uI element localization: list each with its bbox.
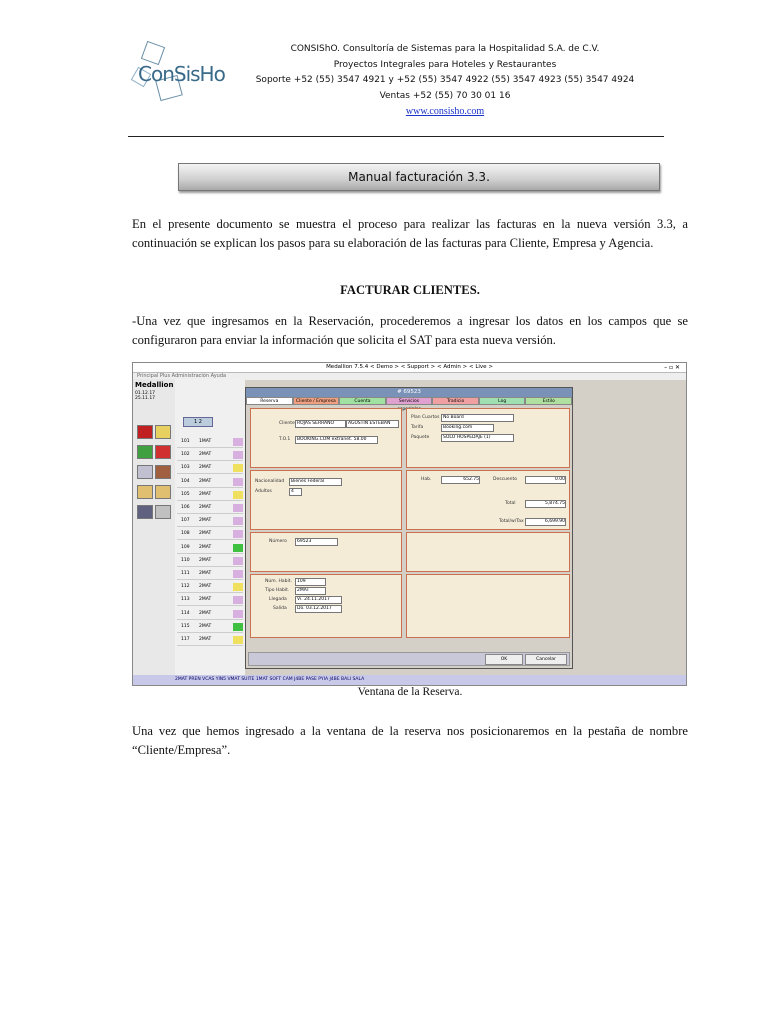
company-name: CONSIShO. Consultoría de Sistemas para la Hospitalidad S.A. de C.V. [290,44,600,54]
room-type: 1MAT [199,439,212,444]
total-field: 5,874.75 [525,500,566,508]
room-status-swatch [233,504,243,512]
room-status-swatch [233,438,243,446]
room-type: 2MAT [199,610,212,616]
room-type: 2MAT [199,637,212,642]
room-row[interactable] [177,463,243,474]
document-title: Manual facturación 3.3. [178,163,660,191]
room-status-swatch [233,557,243,565]
room-type: 2MAT [199,571,212,576]
room-type: 2MAT [199,518,212,524]
room-number: 109 [181,544,190,550]
room-type: 2MAT [199,465,212,471]
adultos-field[interactable]: 4 [289,488,302,496]
cliente2-field[interactable]: AGUSTIN ESTEBAN [346,420,399,428]
room-number: 115 [181,623,190,629]
room-type: 2MAT [199,478,212,484]
tarifa-field[interactable]: Booking.com [441,424,494,432]
room-number: 110 [181,557,190,563]
date-2: 25.11.17 [135,396,156,401]
room-type: 2MAT [199,623,212,629]
room-row[interactable] [177,582,243,593]
dialog-tabs [246,397,572,405]
tipo-hab-field[interactable]: 2MAT [295,587,326,595]
tab-tradicio[interactable]: Tradicio [432,397,479,405]
company-tagline: Proyectos Integrales para Hoteles y Restaurantes [333,59,557,70]
room-number: 103 [181,465,190,471]
tos1-field[interactable]: BOOKING.COM extranet. 58.00 [295,436,378,444]
reservation-screenshot [132,362,687,686]
window-titlebar [133,363,686,373]
room-number: 117 [181,637,190,642]
tile-icon[interactable] [155,425,171,439]
totals-pane: Hab. 652.75 Descuento 0.00 Total 5,874.75 Total/w/Tax 6,699.90 [406,470,570,530]
tab-reserva[interactable]: Reserva [246,397,293,405]
descuento-field: 0.00 [525,476,566,484]
tab-cliente-empresa[interactable]: Cliente / Empresa [293,397,340,405]
room-type: 2MAT [199,452,212,458]
room-status-swatch [233,570,243,578]
cliente-field[interactable]: ROJAS SERRANO [295,420,346,428]
room-number: 102 [181,452,190,458]
menu-bar[interactable]: Principal Plus Administración Ayuda [133,373,686,380]
room-row[interactable] [177,450,243,461]
room-number: 113 [181,597,190,603]
room-status-swatch [233,544,243,552]
room-row[interactable] [177,543,243,554]
num-hab-field[interactable]: 109 [295,578,326,586]
room-row[interactable] [177,477,243,488]
room-number: 112 [181,584,190,590]
room-type: 2MAT [199,557,212,563]
company-info [250,42,640,121]
tariff-pane: Plan Cuartos No Board Tarifa Booking.com Paquete SOLO HOSPEDAJE (1) [406,408,570,468]
room-type: 2MAT [199,531,212,537]
room-number: 106 [181,505,190,510]
room-number: 104 [181,478,190,484]
room-type: 2MAT [199,505,212,510]
room-status-swatch [233,451,243,459]
tile-icon[interactable] [137,465,153,479]
room-row[interactable] [177,529,243,540]
paquete-field[interactable]: SOLO HOSPEDAJE (1) [441,434,514,442]
room-number: 114 [181,610,190,616]
tile-icon[interactable] [155,505,171,519]
room-number: 105 [181,491,190,497]
llegada-field[interactable]: Vi. 24.11.2017 [295,596,342,604]
number-pane: Número 69523 [250,532,402,572]
room-status-swatch [233,478,243,486]
left-panel [133,379,176,675]
tile-icon[interactable] [155,465,171,479]
tile-icon[interactable] [137,505,153,519]
room-status-swatch [233,530,243,538]
tile-icon[interactable] [155,445,171,459]
website-link[interactable]: www.consisho.com [405,106,485,117]
salida-field[interactable]: Do. 03.12.2017 [295,605,342,613]
logo-text: ConSisHo [138,62,225,86]
sales-phone: Ventas +52 (55) 70 30 01 16 [379,90,511,101]
ok-button[interactable]: OK [485,654,523,665]
payment-pane [406,532,570,572]
room-status-swatch [233,596,243,604]
cancel-button[interactable]: Cancelar [525,654,567,665]
room-row[interactable] [177,490,243,501]
room-pane: Núm. Habit. 109 Tipo Habit. 2MAT Llegada Vi. 24.11.2017 Salida Do. 03.12.2017 [250,574,402,638]
billing-pane [406,574,570,638]
room-number: 101 [181,439,190,444]
room-number: 108 [181,531,190,537]
step1-paragraph: -Una vez que ingresamos en la Reservación, procederemos a ingresar los datos en los campos que se configuraron para enviar la información que solicita el SAT para esta nueva versión. [132,314,688,347]
room-row[interactable] [177,556,243,567]
room-status-swatch [233,623,243,631]
room-status-swatch [233,610,243,618]
tile-icon[interactable] [137,485,153,499]
tile-icon[interactable] [137,445,153,459]
app-name: Medallion [135,381,174,389]
room-row[interactable] [177,569,243,580]
screenshot-caption: Ventana de la Reserva. [357,686,463,698]
reservation-dialog [245,387,573,669]
dialog-title: # 69523 [246,388,572,397]
tile-icon[interactable] [137,425,153,439]
intro-paragraph: En el presente documento se muestra el proceso para realizar las facturas en la nueva versión 3.3, a continuación se explican los pasos para su elaboración de las facturas para Cliente, Empresa y Agencia. [132,217,688,250]
window-title: Medallion 7.5.4 < Demo > < Support > < Admin > < Live > [326,364,493,370]
room-status-swatch [233,464,243,472]
room-type: 2MAT [199,491,212,497]
tab-cuenta[interactable]: Cuenta [339,397,386,405]
room-row[interactable] [177,516,243,527]
section-heading: FACTURAR CLIENTES. [340,283,480,297]
tab-servicios[interactable]: Servicios [386,397,433,405]
dialog-toolbar [248,652,570,666]
tile-icon[interactable] [155,485,171,499]
client-pane: Cliente ROJAS SERRANO AGUSTIN ESTEBAN T.O.1 BOOKING.COM extranet. 58.00 [250,408,402,468]
plan-field[interactable]: No Board [441,414,514,422]
hab-field: 652.75 [441,476,480,484]
room-status-swatch [233,636,243,644]
room-status-swatch [233,583,243,591]
guests-pane: Nacionalidad Bienes Federal Adultos 4 [250,470,402,530]
tab-log[interactable]: Log [479,397,526,405]
room-status-swatch [233,517,243,525]
room-row[interactable] [177,437,243,448]
tab-estilo[interactable]: Estilo [525,397,572,405]
room-row[interactable] [177,595,243,606]
room-row[interactable] [177,622,243,633]
room-row[interactable] [177,609,243,620]
room-type: 2MAT [199,584,212,590]
floor-selector[interactable]: 1 2 [183,417,213,427]
room-row[interactable] [177,503,243,514]
numero-field: 69523 [295,538,338,546]
nacionalidad-field[interactable]: Bienes Federal [289,478,342,486]
room-number: 111 [181,571,190,576]
window-controls-icon[interactable]: – ▫ ✕ [664,364,680,371]
support-phones: Soporte +52 (55) 3547 4921 y +52 (55) 3547 4922 (55) 3547 4923 (55) 3547 4924 [255,75,635,85]
header-divider [128,136,664,137]
room-number: 107 [181,518,190,524]
room-type-bar[interactable]: 2MAT PREN VCAS YIN5 VMAT SUITE 1MAT SOFT CAM J4BE PASE PYIA J4BE BALI SALA [133,675,687,685]
step2-paragraph: Una vez que hemos ingresado a la ventana de la reserva nos posicionaremos en la pestaña de nombre “Cliente/Empresa”. [132,724,688,757]
total-iva-field: 6,699.90 [525,518,566,526]
room-row[interactable] [177,635,243,646]
room-type: 2MAT [199,597,212,603]
page-header [0,0,768,140]
room-status-swatch [233,491,243,499]
date-1: 01.12.17 [135,391,156,396]
room-list [175,379,245,675]
room-type: 2MAT [199,544,212,550]
